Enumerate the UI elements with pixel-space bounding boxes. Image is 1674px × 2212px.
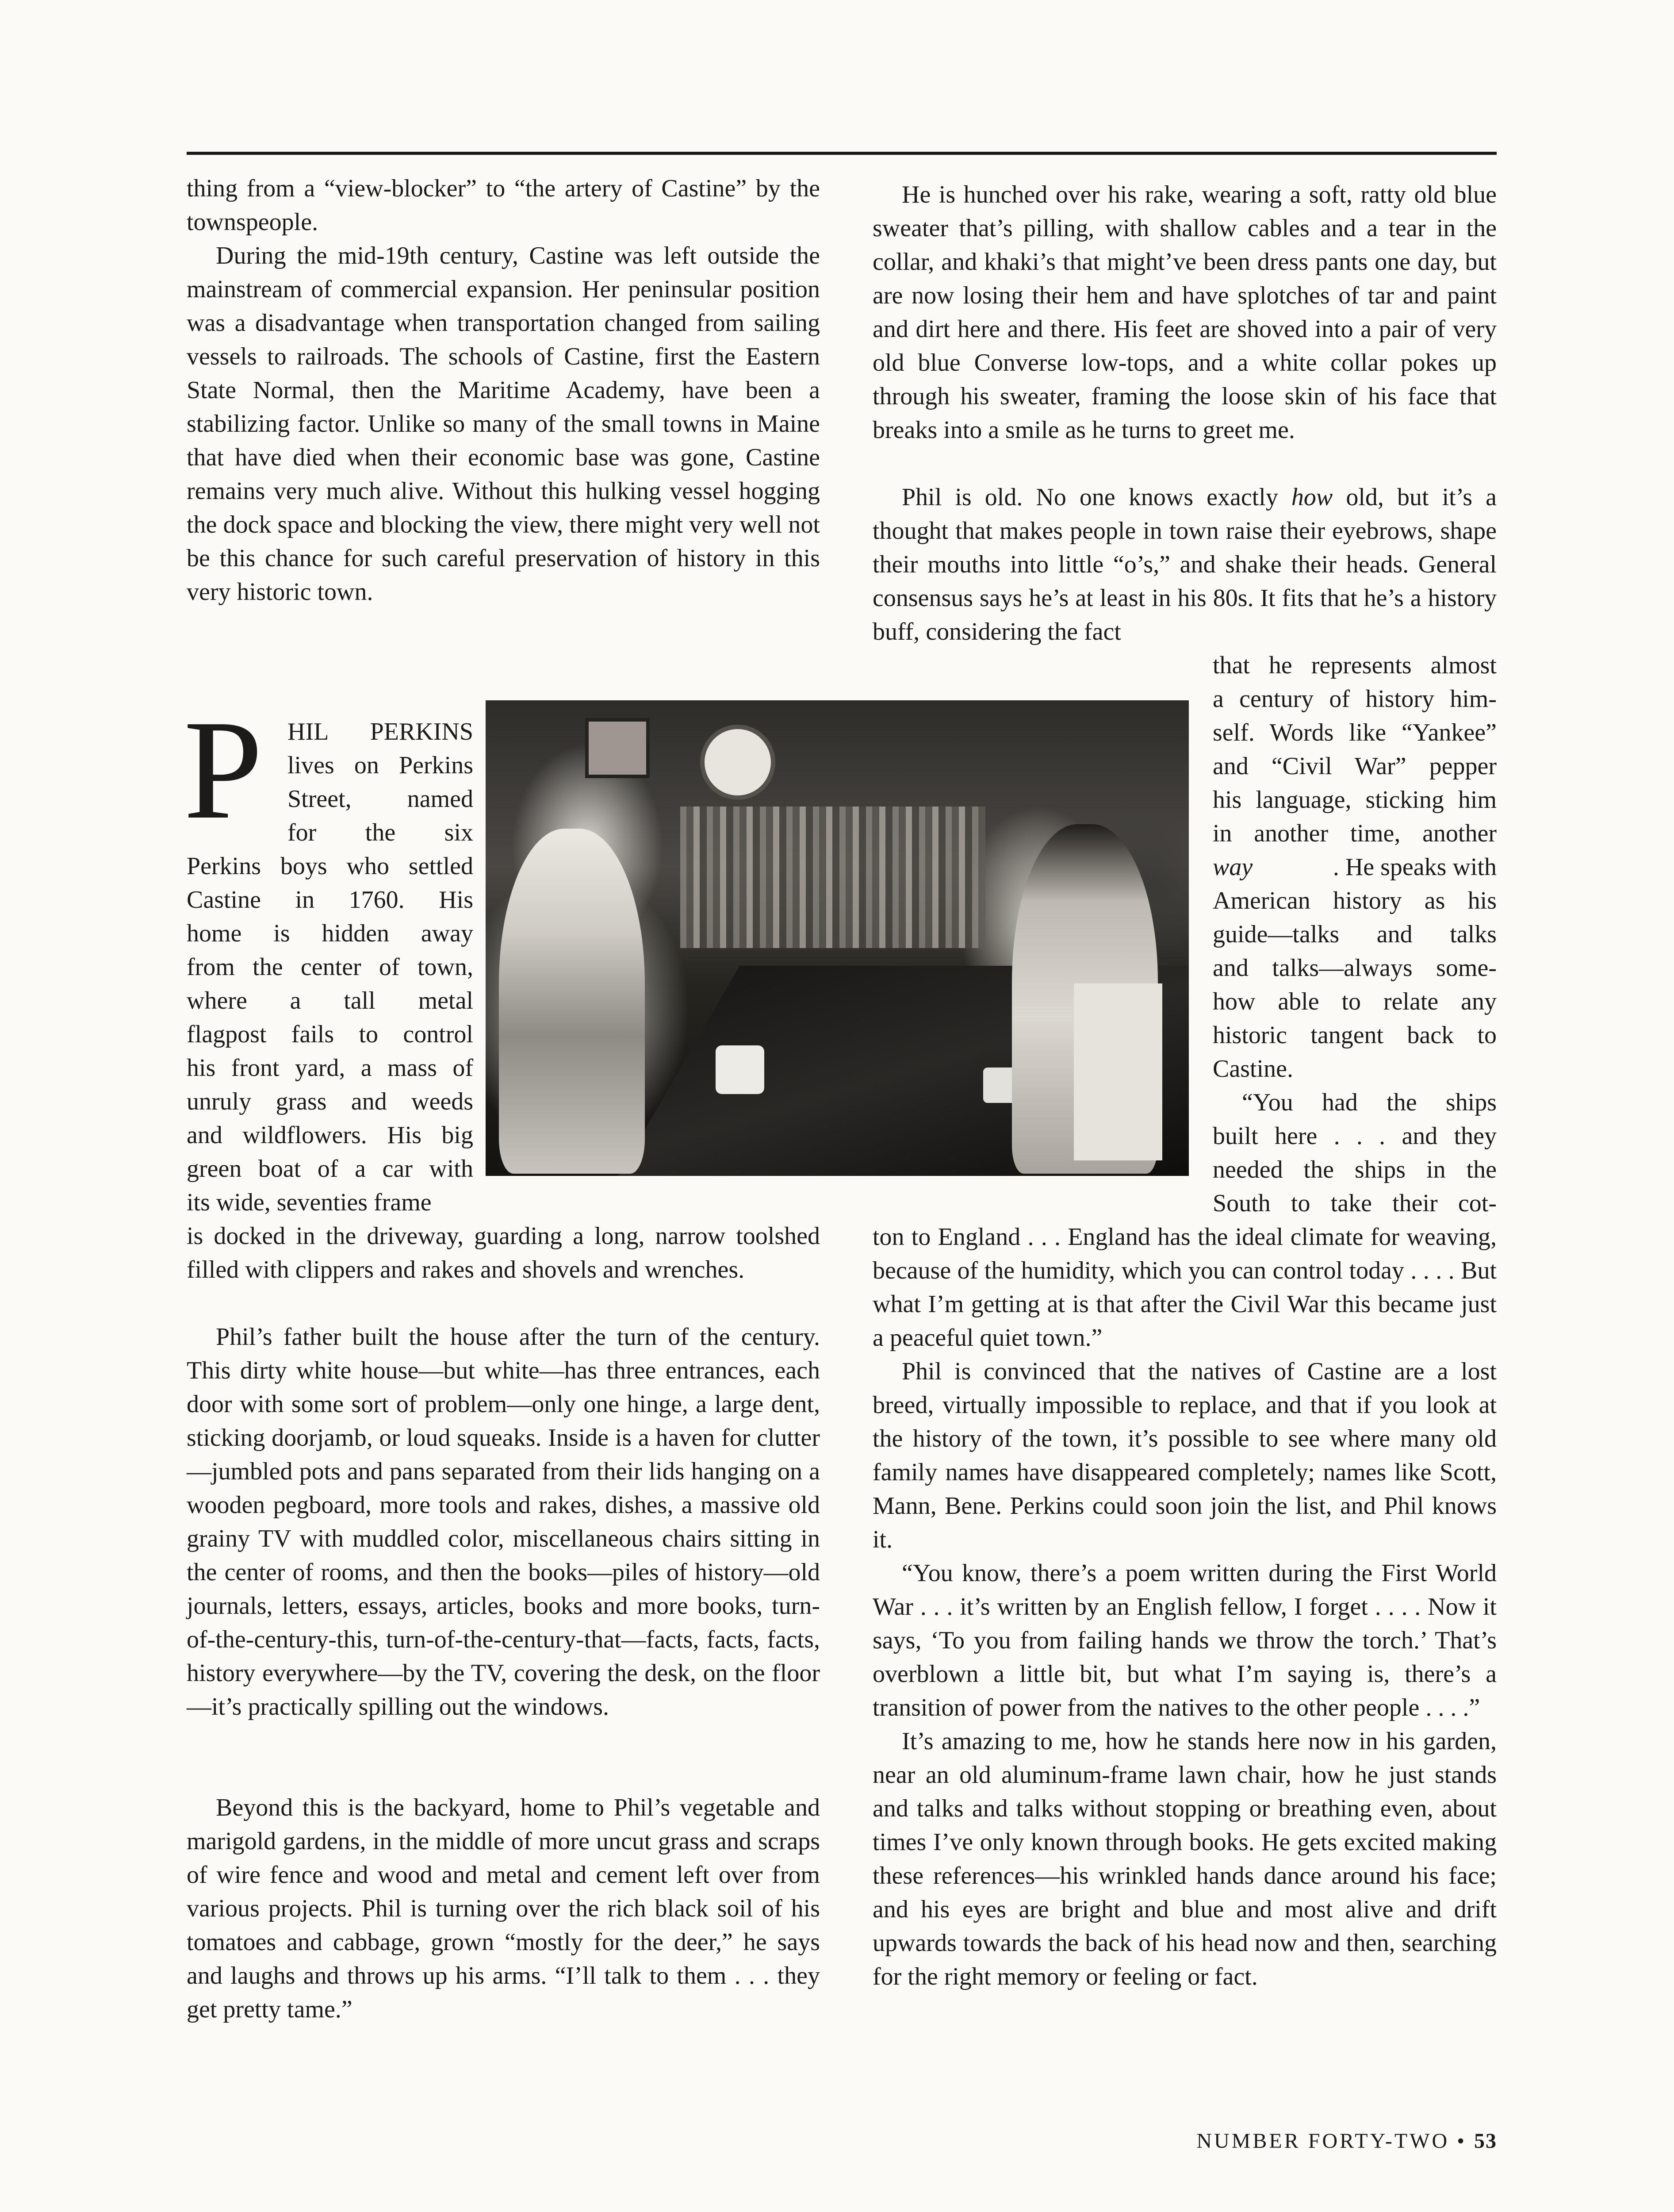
right-wrap-line: a century of history him-	[1213, 685, 1497, 713]
photo-shelves	[680, 806, 985, 948]
right-wrap-line: needed the ships in the	[1213, 1156, 1497, 1183]
right-wrap-line: Castine.	[1213, 1055, 1293, 1083]
right-wrap-line: and “Civil War” pepper	[1213, 753, 1497, 780]
left-paragraph-2: During the mid-19th century, Castine was left outside the mainstream of commercial expansion. Her peninsular position was a disadvantage when transportation changed from sailing vessels to railroads. The schools of Castine, first the Eastern State Normal, then the Maritime Academy, have been a stabilizing factor. Unlike so many of the small towns in Maine that have died when their economic base was gone, Castine remains very much alive. Without this hulking vessel hogging the dock space and blocking the view, there might very well not be this chance for such careful preservation of history in this very historic town.	[187, 242, 820, 606]
left-wrap-line: HIL PERKINS	[287, 718, 473, 745]
left-paragraph-3: is docked in the driveway, guarding a long, narrow toolshed filled with clippers and rakes and shovels and wrenches.	[187, 1222, 820, 1283]
right-wrap-line: that he represents almost	[1213, 652, 1497, 679]
photo-woman-left	[499, 829, 645, 1174]
top-rule	[187, 152, 1497, 155]
folio-label: NUMBER FORTY-TWO	[1196, 2129, 1450, 2153]
right-wrap-line: guide—talks and talks	[1213, 921, 1497, 948]
folio-separator: •	[1457, 2129, 1467, 2153]
left-wrap-line: home is hidden away	[187, 920, 473, 947]
left-wrap-line: its wide, seventies frame	[187, 1189, 432, 1216]
right-paragraph-2: Phil is old. No one knows exactly how old, but it’s a thought that makes people in town raise their eyebrows, shape their mouths into little “o’s,” and shake their heads. General consensus says he’s at least in his 80s. It fits that he’s a history buff, considering the fact	[873, 484, 1497, 645]
photo-wall-clock	[700, 725, 775, 800]
left-wrap-line: from the center of town,	[187, 953, 473, 981]
right-paragraph-5: “You know, there’s a poem written during the First World War . . . it’s written by an English fellow, I forget . . . . Now it says, ‘To you from failing hands we throw the torch.’ That’s overblown a little bit, but what I’m saying is, there’s a transition of power from the natives to the other people . . . .”	[873, 1559, 1497, 1721]
right-paragraph-1: He is hunched over his rake, wearing a soft, ratty old blue sweater that’s pilling, with shallow cables and a tear in the collar, and khaki’s that might’ve been dress pants one day, but are now losing their hem and have splotches of tar and paint and dirt here and there. His feet are shoved into a pair of very old blue Converse low-tops, and a white collar pokes up through his sweater, framing the loose skin of his face that breaks into a smile as he turns to greet me.	[873, 181, 1497, 444]
left-paragraph-5: Beyond this is the backyard, home to Phil’s vegetable and marigold gardens, in the middle of more uncut grass and scraps of wire fence and wood and metal and cement left over from various projects. Phil is turning over the rich black soil of his tomatoes and cabbage, grown “mostly for the deer,” he says and laughs and throws up his arms. “I’ll talk to them . . . they get pretty tame.”	[187, 1794, 820, 2023]
left-wrap-line: green boat of a car with	[187, 1155, 473, 1183]
right-wrap-line: way . He speaks with	[1213, 853, 1497, 881]
left-wrap-line: Street, named	[287, 785, 473, 813]
right-wrap-line: and talks—always some-	[1213, 954, 1497, 982]
left-wrap-line: flagpost fails to control	[187, 1021, 473, 1048]
left-wrap-line: where a tall metal	[187, 987, 473, 1014]
right-wrap-line: American history as his	[1213, 887, 1497, 914]
left-wrap-line: his front yard, a mass of	[187, 1054, 473, 1082]
right-wrap-line: built here . . . and they	[1213, 1122, 1497, 1150]
left-wrap-line: unruly grass and weeds	[187, 1088, 473, 1115]
right-wrap-line: “You had the ships	[1242, 1089, 1497, 1116]
page-folio	[1170, 2128, 1497, 2154]
left-wrap-line: Perkins boys who settled	[187, 853, 473, 880]
right-wrap-line: self. Words like “Yankee”	[1213, 719, 1497, 746]
left-paragraph-4: Phil’s father built the house after the turn of the century. This dirty white house—but white—has three entrances, each door with some sort of problem—only one hinge, a large dent, sticking doorjamb, or loud squeaks. Inside is a haven for clutter—jumbled pots and pans separated from their lids hanging on a wooden pegboard, more tools and rakes, dishes, a massive old grainy TV with muddled color, miscellaneous chairs sitting in the center of rooms, and then the books—piles of history—old journals, letters, essays, articles, books and more books, turn-of-the-century-this, turn-of-the-century-that—facts, facts, facts, history everywhere—by the TV, covering the desk, on the floor—it’s practically spilling out the windows.	[187, 1323, 820, 1720]
left-wrap-line: and wildflowers. His big	[187, 1121, 473, 1149]
left-wrap-line: Castine in 1760. His	[187, 886, 473, 914]
photo-register	[1074, 983, 1162, 1160]
drop-cap: P	[184, 691, 263, 849]
page-number: 53	[1474, 2129, 1497, 2153]
right-wrap-line: how able to relate any	[1213, 988, 1497, 1015]
right-paragraph-6: It’s amazing to me, how he stands here now in his garden, near an old aluminum-frame lawn chair, how he just stands and talks and talks without stopping or breathing even, about times I’ve only known through books. He gets excited making these references—his wrinkled hands dance around his face; and his eyes are bright and blue and most alive and drift upwards towards the back of his head now and then, searching for the right memory or feeling or fact.	[873, 1728, 1497, 1990]
diner-counter-photo	[486, 700, 1189, 1176]
right-wrap-line: historic tangent back to	[1213, 1022, 1497, 1049]
right-paragraph-4: Phil is convinced that the natives of Castine are a lost breed, virtually impossible to replace, and that if you look at the history of the town, it’s possible to see where many old family names have disappeared completely; names like Scott, Mann, Bene. Perkins could soon join the list, and Phil knows it.	[873, 1358, 1497, 1553]
right-wrap-line: in another time, another	[1213, 820, 1497, 847]
left-paragraph-1: thing from a “view-blocker” to “the artery of Castine” by the townspeople.	[187, 175, 820, 236]
right-wrap-line: his language, sticking him	[1213, 786, 1497, 814]
photo-mug	[716, 1045, 764, 1094]
photo-wall-frame	[585, 718, 650, 778]
left-wrap-line: for the six	[287, 819, 473, 846]
right-wrap-line: South to take their cot-	[1213, 1190, 1497, 1217]
right-paragraph-3: ton to England . . . England has the ideal climate for weaving, because of the humidity, which you can control today . . . . But what I’m getting at is that after the Civil War this became just a peaceful quiet town.”	[873, 1223, 1497, 1352]
left-wrap-line: lives on Perkins	[287, 752, 473, 779]
